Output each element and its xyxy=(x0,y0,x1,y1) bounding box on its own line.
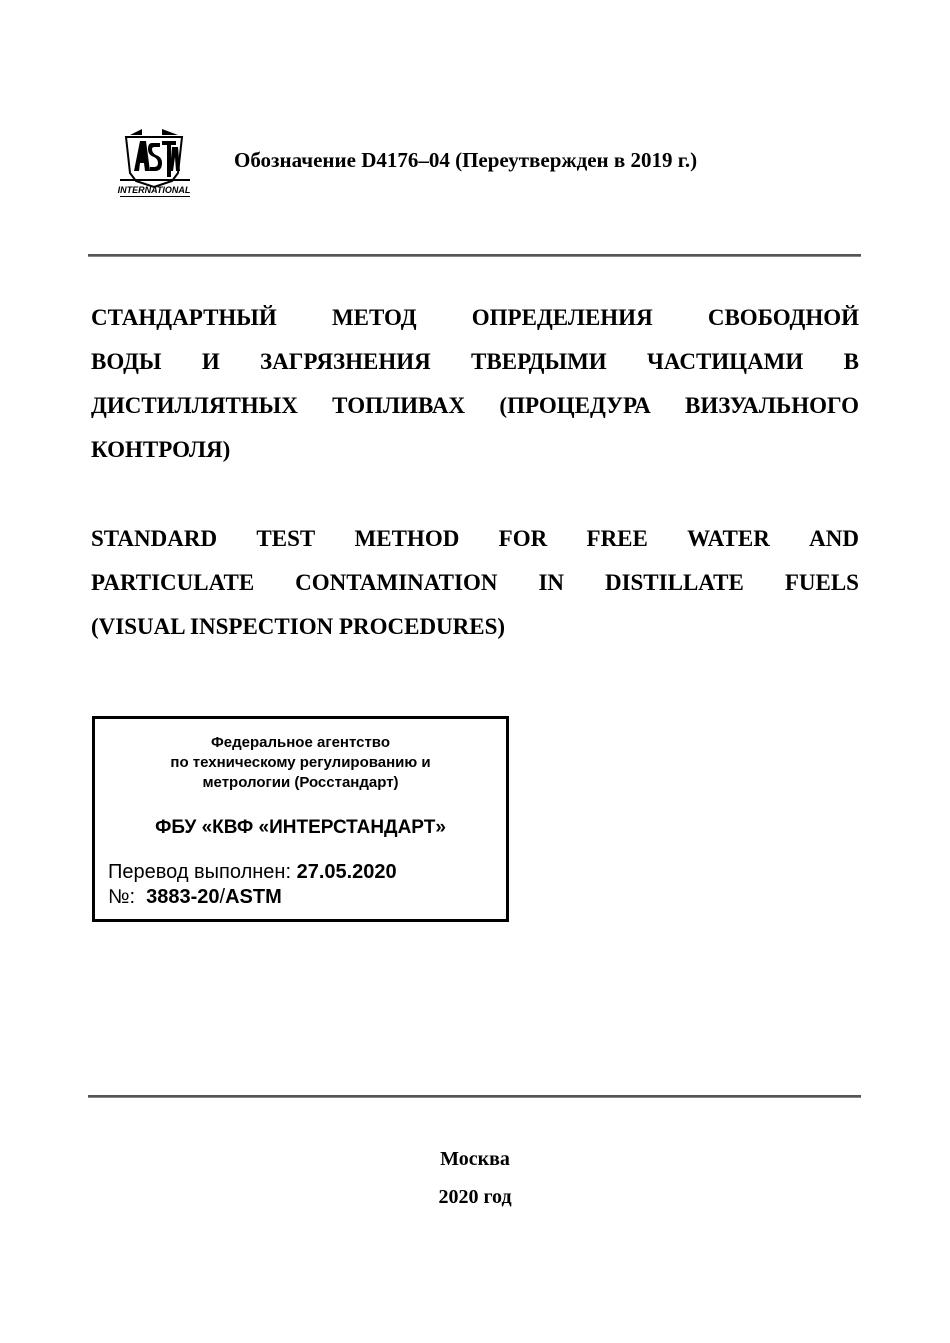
title-ru-line xyxy=(91,384,859,428)
translation-stamp xyxy=(92,716,509,922)
footer-city: Москва xyxy=(440,1148,510,1170)
title-word: В xyxy=(843,349,859,374)
title-word: FOR xyxy=(498,526,548,551)
stamp-organization: ФБУ «КВФ «ИНТЕРСТАНДАРТ» xyxy=(155,817,446,838)
title-word: ЗАГРЯЗНЕНИЯ xyxy=(260,349,431,374)
title-word: WATER xyxy=(687,526,770,551)
stamp-translation-date-row xyxy=(108,861,397,884)
title-word: IN xyxy=(538,570,564,595)
title-word: CONTAMINATION xyxy=(295,570,498,595)
title-en-line xyxy=(91,517,859,561)
title-word: METHOD xyxy=(354,526,460,551)
top-divider xyxy=(88,254,861,257)
stamp-number-row xyxy=(108,886,282,909)
title-word: STANDARD xyxy=(91,526,218,551)
title-word: (VISUAL INSPECTION PROCEDURES) xyxy=(91,614,506,639)
number-label: №: xyxy=(108,886,147,908)
stamp-agency xyxy=(95,733,506,793)
title-word: PARTICULATE xyxy=(91,570,255,595)
title-russian xyxy=(91,296,859,472)
translation-label: Перевод выполнен: xyxy=(108,861,297,883)
number-separator: / xyxy=(219,886,226,908)
stamp-agency-line: Федеральное агентство xyxy=(210,734,390,751)
translation-date: 27.05.2020 xyxy=(296,861,397,883)
title-word: ЧАСТИЦАМИ xyxy=(647,349,804,374)
title-word: (ПРОЦЕДУРА xyxy=(499,393,651,418)
footer-year: 2020 год xyxy=(438,1186,512,1208)
title-english xyxy=(91,517,859,649)
title-word: ВИЗУАЛЬНОГО xyxy=(684,393,859,418)
title-word: ТВЕРДЫМИ xyxy=(471,349,607,374)
title-word: КОНТРОЛЯ) xyxy=(91,437,231,462)
stamp-agency-line: по техническому регулированию и xyxy=(170,754,431,771)
title-word: DISTILLATE xyxy=(604,570,744,595)
title-ru-line xyxy=(91,296,859,340)
document-designation: Обозначение D4176–04 (Переутвержден в 2019 г.) xyxy=(234,148,698,172)
title-word: FUELS xyxy=(784,570,859,595)
number-value: 3883-20 xyxy=(146,886,220,908)
title-word: СТАНДАРТНЫЙ xyxy=(91,305,277,330)
title-word: ОПРЕДЕЛЕНИЯ xyxy=(471,305,653,330)
title-word: FREE xyxy=(586,526,648,551)
bottom-divider xyxy=(88,1095,861,1098)
title-word: ДИСТИЛЛЯТНЫХ xyxy=(91,393,298,418)
title-word: ТОПЛИВАХ xyxy=(332,393,466,418)
title-word: МЕТОД xyxy=(331,305,417,330)
number-suffix: ASTM xyxy=(225,886,282,908)
stamp-agency-line: метрологии (Росстандарт) xyxy=(202,774,399,791)
logo-text: INTERNATIONAL xyxy=(117,185,191,195)
astm-logo xyxy=(112,127,196,199)
title-en-line xyxy=(91,561,859,605)
title-en-line xyxy=(91,605,859,649)
title-word: ВОДЫ xyxy=(91,349,162,374)
title-ru-line xyxy=(91,340,859,384)
title-word: AND xyxy=(809,526,859,551)
title-word: СВОБОДНОЙ xyxy=(707,305,859,330)
title-ru-line xyxy=(91,428,859,472)
title-word: TEST xyxy=(256,526,316,551)
astm-international-logo-icon xyxy=(112,127,196,199)
title-word: И xyxy=(201,349,220,374)
